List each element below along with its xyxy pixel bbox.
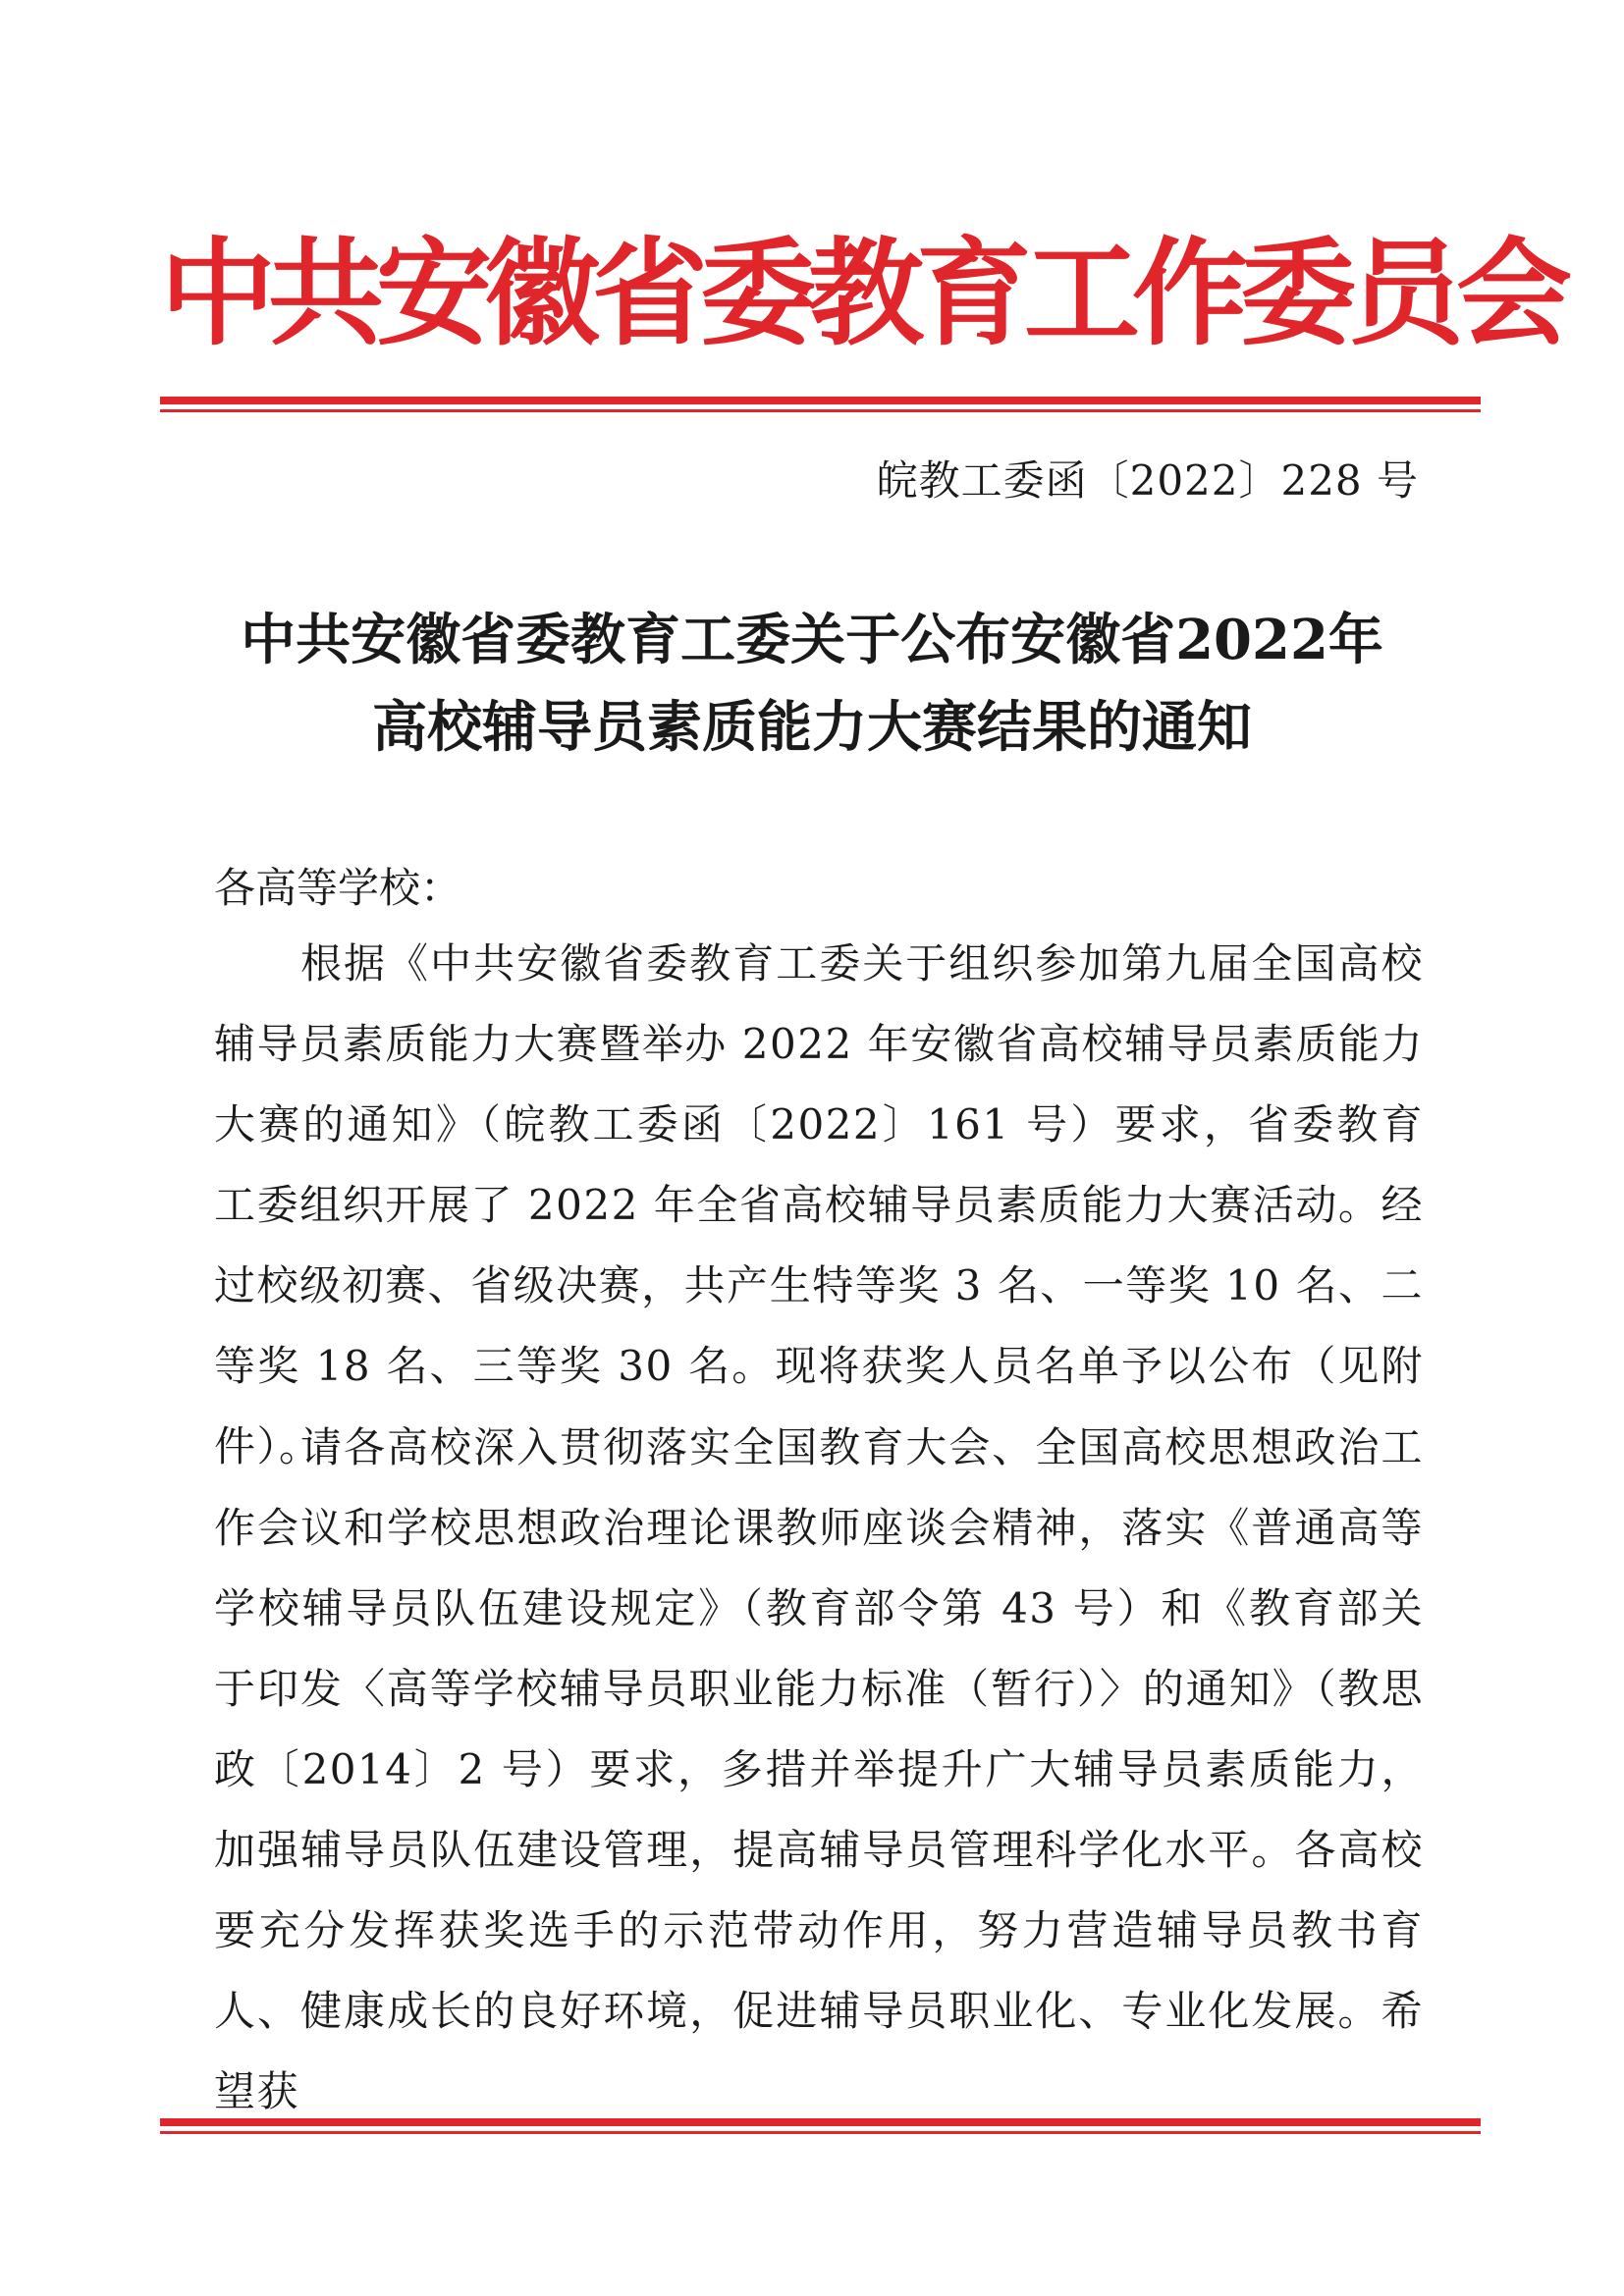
salutation: 各高等学校： xyxy=(214,864,462,912)
document-number: 皖教工委函〔2022〕228 号 xyxy=(876,456,1419,505)
header-divider-thin xyxy=(160,409,1481,412)
document-title-line-1: 中共安徽省委教育工委关于公布安徽省2022年 xyxy=(241,608,1383,672)
issuing-org-header: 中共安徽省委教育工作委员会 xyxy=(160,226,1565,361)
footer-divider-thick xyxy=(160,2118,1481,2126)
footer-divider-thin xyxy=(160,2131,1481,2134)
header-divider-thick xyxy=(160,397,1481,404)
body-paragraph-2: 请各高校深入贯彻落实全国教育大会、全国高校思想政治工作会议和学校思想政治理论课教师座谈会精神，落实《普通高等学校辅导员队伍建设规定》（教育部令第 43 号）和《教育部关于印发〈高等学校辅导员职业能力标准（暂行）〉的通知》（教思政〔2014〕2 号）要求，多措并举提升广大辅导员素质能力，加强辅导员队伍建设管理，提高辅导员管理科学化水平。各高校要充分发挥获奖选手的示范带动作用，努力营造辅导员教书育人、健康成长的良好环境，促进辅导员职业化、专业化发展。希望获 xyxy=(214,1423,1424,2115)
body-paragraph-1: 根据《中共安徽省委教育工委关于组织参加第九届全国高校辅导员素质能力大赛暨举办 2022 年安徽省高校辅导员素质能力大赛的通知》（皖教工委函〔2022〕161 号）要求，省委教育工委组织开展了 2022 年全省高校辅导员素质能力大赛活动。经过校级初赛、省级决赛，共产生特等奖 3 名、一等奖 10 名、二等奖 18 名、三等奖 30 名。现将获奖人员名单予以公布（见附件）。 xyxy=(214,939,1424,1470)
document-title-line-2: 高校辅导员素质能力大赛结果的通知 xyxy=(372,695,1252,760)
